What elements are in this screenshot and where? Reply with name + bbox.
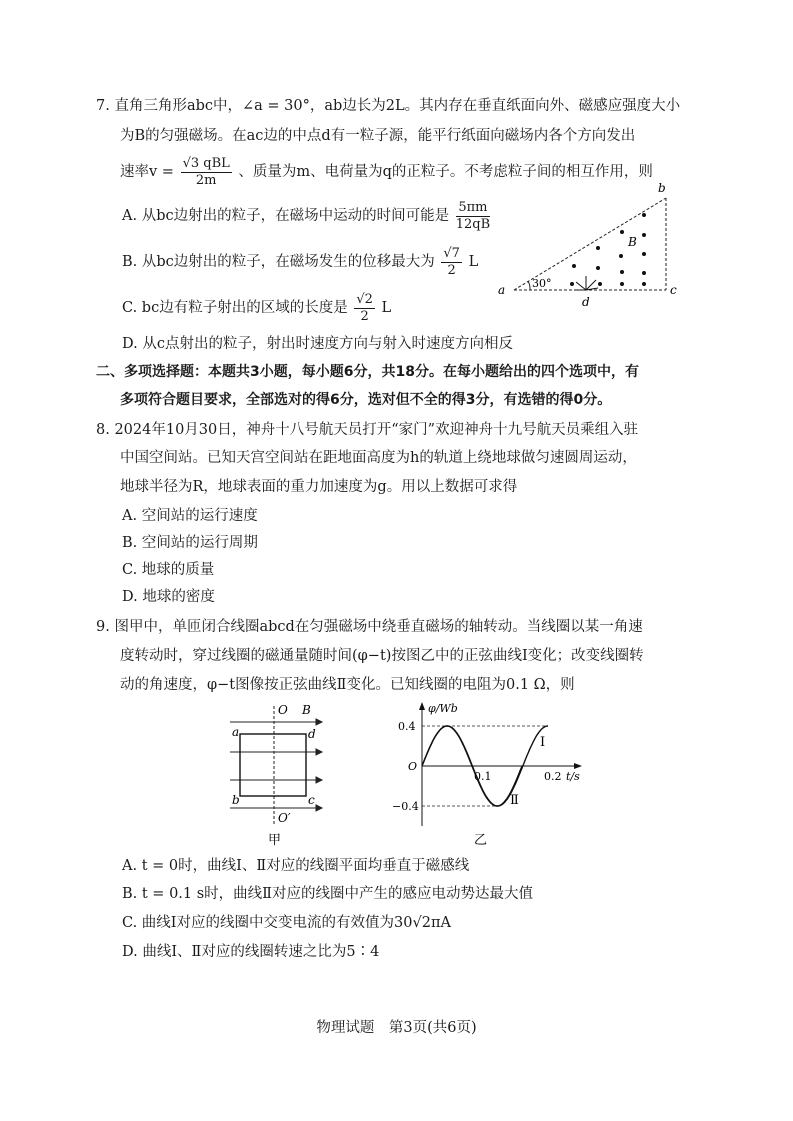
q9-option-a: A. t = 0时，曲线Ⅰ、Ⅱ对应的线圈平面均垂直于磁感线 xyxy=(122,858,470,874)
jia-label-c: c xyxy=(308,793,315,807)
source-arrows xyxy=(574,276,598,290)
q7-speed-fraction xyxy=(181,156,232,189)
q7-option-a-denominator: 12qB xyxy=(455,216,491,232)
q8-stem-line1: 8. 2024年10月30日，神舟十八号航天员打开“家门”欢迎神舟十九号航天员乘组入驻 xyxy=(96,422,639,438)
q7-triangle-figure xyxy=(494,180,684,310)
yi-origin: O xyxy=(408,760,418,773)
section2-heading-line1: 二、多项选择题：本题共3小题，每小题6分，共18分。在每小题给出的四个选项中，有 xyxy=(96,364,639,380)
section2-heading-line2: 多项符合题目要求，全部选对的得6分，选对但不全的得3分，有选错的得0分。 xyxy=(120,392,612,408)
q8-option-c: C. 地球的质量 xyxy=(122,562,215,578)
q8-stem-line2: 中国空间站。已知天宫空间站在距地面高度为h的轨道上绕地球做匀速圆周运动， xyxy=(120,450,637,466)
angle-arc xyxy=(528,281,530,290)
y-axis-arrow xyxy=(419,702,425,710)
q8-stem-line3: 地球半径为R，地球表面的重力加速度为g。用以上数据可求得 xyxy=(120,479,518,495)
yi-ylabel: φ/Wb xyxy=(428,702,458,715)
q7-option-c-text: C. bc边有粒子射出的区域的长度是 xyxy=(122,300,348,316)
yi-x-mid: 0.1 xyxy=(474,770,492,783)
q7-option-b-unit: L xyxy=(468,254,479,270)
q9-figure-jia xyxy=(220,700,340,850)
q7-speed-denominator: 2m xyxy=(195,172,217,188)
fig-label-a: a xyxy=(498,283,506,297)
jia-caption: 甲 xyxy=(268,833,282,848)
q9-figure-yi xyxy=(388,700,598,850)
field-dots xyxy=(570,213,646,286)
q8-option-a: A. 空间站的运行速度 xyxy=(122,508,258,524)
q9-stem-line3: 动的角速度，φ−t图像按正弦曲线Ⅱ变化。已知线圈的电阻为0.1 Ω，则 xyxy=(120,677,575,693)
fig-label-d: d xyxy=(582,295,590,309)
q7-option-b-text: B. 从bc边射出的粒子，在磁场发生的位移最大为 xyxy=(122,254,435,270)
q7-stem-line1: 7. 直角三角形abc中，∠a = 30°，ab边长为2L。其内存在垂直纸面向外、磁感应强度大小 xyxy=(96,98,681,114)
q9-option-c: C. 曲线Ⅰ对应的线圈中交变电流的有效值为30√2πA xyxy=(122,915,451,931)
jia-label-O: O xyxy=(278,703,288,717)
q8-option-d: D. 地球的密度 xyxy=(122,589,215,605)
q7-option-a-text: A. 从bc边射出的粒子，在磁场中运动的时间可能是 xyxy=(122,208,450,224)
q9-stem-line1: 9. 图甲中，单匝闭合线圈abcd在匀强磁场中绕垂直磁场的轴转动。当线圈以某一角速 xyxy=(96,619,643,635)
jia-label-B: B xyxy=(302,703,311,717)
q9-option-b: B. t = 0.1 s时，曲线Ⅱ对应的线圈中产生的感应电动势达最大值 xyxy=(122,886,534,902)
fig-label-B: B xyxy=(628,235,637,249)
q8-option-b: B. 空间站的运行周期 xyxy=(122,535,258,551)
q7-option-c xyxy=(122,288,391,328)
yi-caption: 乙 xyxy=(474,833,488,848)
yi-y-top: 0.4 xyxy=(398,720,416,733)
page-footer: 物理试题 第3页(共6页) xyxy=(316,1020,477,1036)
q9-option-d: D. 曲线Ⅰ、Ⅱ对应的线圈转速之比为5∶4 xyxy=(122,944,380,960)
yi-x-end: 0.2 xyxy=(544,770,562,783)
q7-option-c-denominator: 2 xyxy=(360,308,369,324)
q7-option-b-numerator: √7 xyxy=(443,245,460,261)
q7-option-c-unit: L xyxy=(381,300,392,316)
q7-speed-numerator: √3 qBL xyxy=(182,155,230,171)
jia-label-d: d xyxy=(308,727,316,741)
yi-curve2-label: Ⅱ xyxy=(510,793,519,808)
q7-option-b xyxy=(122,242,478,282)
yi-xlabel: t/s xyxy=(566,770,580,783)
jia-label-b: b xyxy=(232,793,240,807)
q7-option-a-numerator: 5πm xyxy=(456,200,490,217)
q7-option-d: D. 从c点射出的粒子，射出时速度方向与射入时速度方向相反 xyxy=(122,336,513,352)
jia-label-O2: O′ xyxy=(278,811,291,825)
q7-speed-label: 速率v = xyxy=(120,164,174,180)
fig-angle-label: 30° xyxy=(532,277,552,290)
q7-option-a xyxy=(122,196,492,236)
q7-option-a-fraction xyxy=(456,200,490,233)
x-axis-arrow xyxy=(574,763,582,769)
q7-stem-line2: 为B的匀强磁场。在ac边的中点d有一粒子源，能平行纸面向磁场内各个方向发出 xyxy=(120,128,636,144)
fig-label-b: b xyxy=(658,181,666,195)
q7-option-b-denominator: 2 xyxy=(447,262,456,278)
fig-label-c: c xyxy=(670,283,677,297)
q7-option-c-numerator: √2 xyxy=(356,291,373,307)
yi-curve1-label: Ⅰ xyxy=(540,735,546,750)
q9-stem-line2: 度转动时，穿过线圈的磁通量随时间(φ−t)按图乙中的正弦曲线Ⅰ变化；改变线圈转 xyxy=(120,648,644,664)
q7-option-b-fraction xyxy=(441,246,462,279)
yi-y-bottom: −0.4 xyxy=(392,800,419,813)
q7-stem-line3-rest: 、质量为m、电荷量为q的正粒子。不考虑粒子间的相互作用，则 xyxy=(238,164,653,180)
q7-option-c-fraction xyxy=(354,292,375,325)
jia-label-a: a xyxy=(232,725,240,739)
coil-abcd xyxy=(240,734,306,796)
